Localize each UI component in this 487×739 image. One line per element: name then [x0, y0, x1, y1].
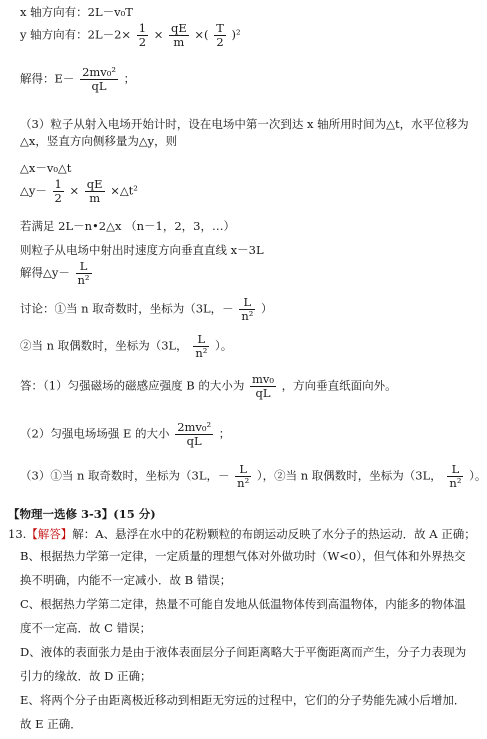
answer-2: （2）匀强电场场强 E 的大小 $\frac{\text{2mv₀²}}{qL}$ ； — [20, 420, 231, 448]
q13-line-d1: D、液体的表面张力是由于液体表面层分子间距离略大于平衡距离而产生，分子力表现为 — [20, 645, 467, 659]
fraction-L-over-n2-ans-even: $\frac{L}{\text{n²}}$ — [449, 462, 462, 490]
q13-line-c2: 度不一定高．故 C 错误； — [20, 621, 152, 635]
section-heading: 【物理一选修 3-3】(15 分) — [8, 507, 156, 521]
part3-intro: （3）粒子从射入电场开始计时，设在电场中第一次到达 x 轴所用时间为△t，水平位移为△x，竖直方向侧移量为△y，则 — [20, 117, 469, 148]
q13-line-c1: C、根据热力学第二定律，热量不可能自发地从低温物体传到高温物体，内能多的物体温 — [20, 597, 466, 611]
answer-3: （3）①当 n 取奇数时，坐标为（3L，－ $\frac{L}{\text{n²}}$ ），②当 n 取偶数时，坐标为（3L， $\frac{L}{\text{n²}}$ ）。 — [20, 462, 487, 490]
answer-1: 答：（1）匀强磁场的磁感应强度 B 的大小为 $\frac{\text{mv₀}}{qL}$ ，方向垂直纸面向外。 — [20, 372, 397, 400]
x-axis-equation: x 轴方向有：2L－v₀T — [20, 5, 133, 19]
solve-E-line: 解得：E－ $\frac{\text{2mv₀²}}{qL}$ ； — [20, 65, 136, 93]
discussion-odd: 讨论：①当 n 取奇数时，坐标为（3L，－ $\frac{L}{\text{n²}}$ ） — [20, 295, 273, 323]
y-axis-equation: y 轴方向有：2L－2× $\frac{1}{2}$ × $\frac{qE}{m}$ ×( $\frac{T}{2}$ )² — [20, 21, 241, 49]
fraction-T-over-2: $\frac{T}{2}$ — [216, 21, 224, 49]
delta-y-equation: △y－ $\frac{1}{2}$ × $\frac{qE}{m}$ ×△t² — [20, 177, 138, 205]
fraction-E-value: $\frac{\text{2mv₀²}}{qL}$ — [82, 65, 117, 93]
fraction-half-2: $\frac{1}{2}$ — [54, 177, 62, 205]
fraction-L-over-n2: $\frac{L}{\text{n²}}$ — [77, 259, 90, 287]
solve-delta-y-line: 解得△y－ $\frac{L}{\text{n²}}$ — [20, 259, 90, 287]
discussion-even: ②当 n 取偶数时，坐标为（3L， $\frac{L}{\text{n²}}$ ）。 — [20, 332, 233, 360]
q13-line-d2: 引力的缘故．故 D 正确； — [20, 669, 152, 683]
condition-line: 若满足 2L－n•2△x （n－1，2，3，…） — [20, 219, 235, 233]
fraction-B-value: $\frac{\text{mv₀}}{qL}$ — [251, 372, 274, 400]
delta-x-equation: △x－v₀△t — [20, 161, 72, 175]
q13-line-b2: 换不明确，内能不一定减小．故 B 错误； — [20, 573, 232, 587]
q13-line-b1: B、根据热力学第一定律，一定质量的理想气体对外做功时（W<0），但气体和外界热交 — [20, 549, 466, 563]
q13-line-e1: E、将两个分子由距离极近移动到相距无穷远的过程中，它们的分子势能先减小后增加． — [20, 693, 466, 707]
fraction-L-over-n2-ans-odd: $\frac{L}{\text{n²}}$ — [237, 462, 250, 490]
q13-line-e2: 故 E 正确． — [20, 717, 82, 731]
answer-tag: 【解答】 — [26, 527, 73, 541]
fraction-half: $\frac{1}{2}$ — [138, 21, 147, 49]
fraction-qE-over-m-2: $\frac{qE}{m}$ — [86, 177, 103, 205]
fraction-E-value-2: $\frac{\text{2mv₀²}}{qL}$ — [177, 420, 212, 448]
fraction-L-over-n2-even: $\frac{L}{\text{n²}}$ — [195, 332, 208, 360]
question-number: 13. — [8, 527, 27, 541]
fraction-L-over-n2-odd: $\frac{L}{\text{n²}}$ — [241, 295, 254, 323]
exit-direction-line: 则粒子从电场中射出时速度方向垂直直线 x－3L — [20, 243, 264, 257]
q13-line-a: 13.【解答】解：A、悬浮在水中的花粉颗粒的布朗运动反映了水分子的热运动．故 A 正确； — [8, 527, 476, 541]
fraction-qE-over-m: $\frac{qE}{m}$ — [171, 21, 187, 49]
